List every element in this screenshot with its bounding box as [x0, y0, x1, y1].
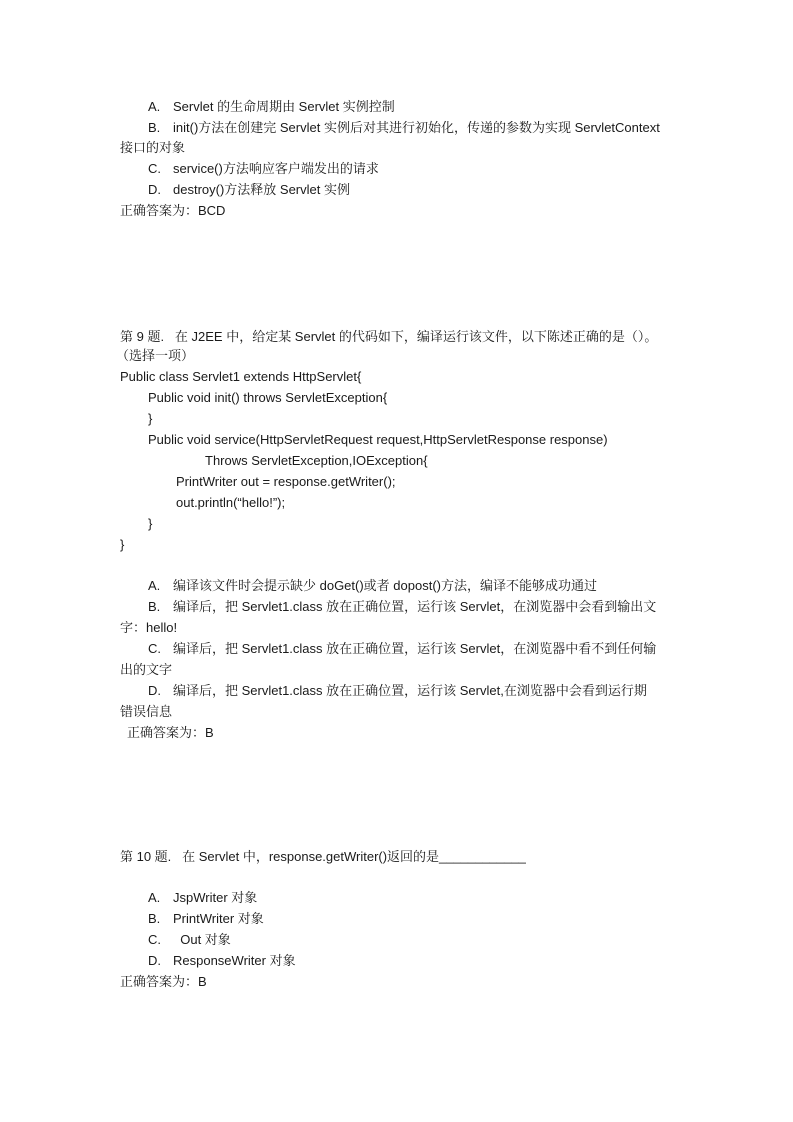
option-text: destroy()方法释放 Servlet 实例	[173, 182, 350, 197]
q9-answer: 正确答案为：B	[127, 725, 214, 740]
code-line: Public void init() throws ServletException{	[148, 390, 388, 405]
code-line: }	[148, 411, 153, 426]
option-label: A.	[148, 578, 161, 593]
q8-option-b	[148, 120, 660, 136]
q10-title: 第 10 题. 在 Servlet 中，response.getWriter()返回的是____________	[120, 849, 526, 864]
option-label: A.	[148, 890, 161, 905]
option-label: D.	[148, 182, 161, 197]
q10-option-c	[148, 932, 231, 948]
q9-option-c-cont: 出的文字	[120, 662, 173, 677]
q9-option-b-cont: 字：hello!	[120, 620, 178, 635]
option-text: 编译后，把 Servlet1.class 放在正确位置，运行该 Servlet，在浏览器中会看到输出文	[173, 599, 657, 614]
option-label: B.	[148, 599, 161, 614]
q10-answer: 正确答案为：B	[120, 974, 207, 989]
option-text: 编译后，把 Servlet1.class 放在正确位置，运行该 Servlet，在浏览器中看不到任何输	[173, 641, 657, 656]
code-line: out.println(“hello!”);	[176, 495, 286, 510]
option-text: PrintWriter 对象	[173, 911, 264, 926]
option-label: D.	[148, 953, 161, 968]
option-label: D.	[148, 683, 161, 698]
option-label: B.	[148, 120, 161, 135]
option-label: C.	[148, 641, 161, 656]
option-text: 编译后，把 Servlet1.class 放在正确位置，运行该 Servlet,在浏览器中会看到运行期	[173, 683, 647, 698]
q8-option-b-cont: 接口的对象	[120, 140, 186, 155]
q9-option-c	[148, 641, 656, 657]
option-text: Out 对象	[173, 932, 231, 947]
code-line: Public class Servlet1 extends HttpServlet{	[120, 369, 362, 384]
q8-option-c	[148, 161, 379, 177]
code-line: }	[120, 537, 125, 552]
option-text: 编译该文件时会提示缺少 doGet()或者 dopost()方法，编译不能够成功通过	[173, 578, 597, 593]
option-text: JspWriter 对象	[173, 890, 258, 905]
q9-title-cont: （选择一项）	[116, 348, 195, 363]
option-label: A.	[148, 99, 161, 114]
q10-option-d	[148, 953, 296, 969]
q10-option-b	[148, 911, 264, 927]
q9-title: 第 9 题. 在 J2EE 中，给定某 Servlet 的代码如下，编译运行该文件，以下陈述正确的是（）。	[120, 329, 658, 344]
code-line: Throws ServletException,IOException{	[205, 453, 428, 468]
q9-option-a	[148, 578, 597, 594]
option-label: C.	[148, 932, 161, 947]
code-line: Public void service(HttpServletRequest request,HttpServletResponse response)	[148, 432, 608, 447]
q9-option-d-cont: 错误信息	[120, 704, 173, 719]
option-text: ResponseWriter 对象	[173, 953, 296, 968]
option-text: service()方法响应客户端发出的请求	[173, 161, 379, 176]
option-text: init()方法在创建完 Servlet 实例后对其进行初始化，传递的参数为实现 ServletContext	[173, 120, 660, 135]
q9-option-d	[148, 683, 647, 699]
option-label: B.	[148, 911, 161, 926]
code-line: PrintWriter out = response.getWriter();	[176, 474, 396, 489]
q8-option-a	[148, 99, 395, 115]
code-line: }	[148, 516, 153, 531]
option-label: C.	[148, 161, 161, 176]
q9-option-b	[148, 599, 656, 615]
q10-option-a	[148, 890, 257, 906]
option-text: Servlet 的生命周期由 Servlet 实例控制	[173, 99, 395, 114]
q8-option-d	[148, 182, 350, 198]
q8-answer: 正确答案为：BCD	[120, 203, 226, 218]
